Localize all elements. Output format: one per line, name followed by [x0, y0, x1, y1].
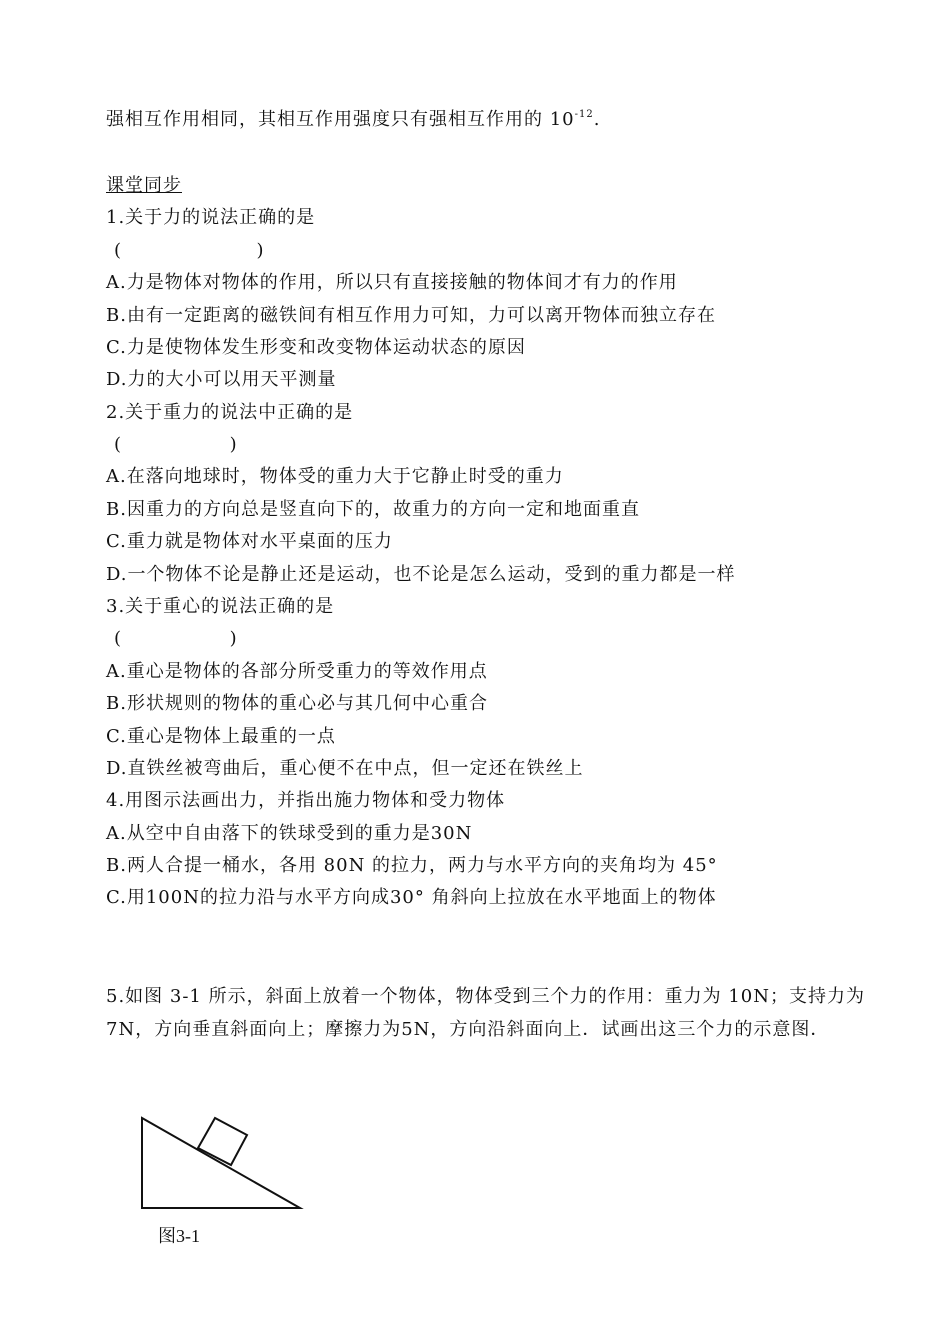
- figure-caption: 图3-1: [158, 1226, 200, 1246]
- question-3-stem: 3.关于重心的说法正确的是: [106, 596, 335, 617]
- question-2-option-d: D.一个物体不论是静止还是运动，也不论是怎么运动，受到的重力都是一样: [106, 564, 736, 585]
- question-1-option-c: C.力是使物体发生形变和改变物体运动状态的原因: [106, 337, 526, 358]
- question-2-option-a: A.在落向地球时，物体受的重力大于它静止时受的重力: [106, 466, 564, 487]
- question-5-text: 5.如图 3-1 所示，斜面上放着一个物体，物体受到三个力的作用：重力为 10N；支持力为7N，方向垂直斜面向上；摩擦力为5N，方向沿斜面向上．试画出这三个力的示意图．: [106, 986, 865, 1040]
- question-2-stem: 2.关于重力的说法中正确的是: [106, 402, 354, 423]
- question-4-stem: 4.用图示法画出力，并指出施力物体和受力物体: [106, 790, 506, 811]
- incline-figure: [130, 1108, 310, 1212]
- question-3-option-a: A.重心是物体的各部分所受重力的等效作用点: [106, 661, 488, 682]
- intro-main: 强相互作用相同，其相互作用强度只有强相互作用的 10: [106, 109, 575, 130]
- question-3-option-c: C.重心是物体上最重的一点: [106, 726, 336, 747]
- question-4-option-b: B.两人合提一桶水，各用 80N 的拉力，两力与水平方向的夹角均为 45°: [106, 855, 718, 876]
- question-3-option-b: B.形状规则的物体的重心必与其几何中心重合: [106, 693, 488, 714]
- question-2-option-b: B.因重力的方向总是竖直向下的，故重力的方向一定和地面重直: [106, 499, 640, 520]
- question-2-option-c: C.重力就是物体对水平桌面的压力: [106, 531, 393, 552]
- intro-exponent: -12: [574, 109, 594, 120]
- question-3-option-d: D.直铁丝被弯曲后，重心便不在中点，但一定还在铁丝上: [106, 758, 584, 779]
- question-4-option-a: A.从空中自由落下的铁球受到的重力是30N: [106, 823, 473, 844]
- section-title: 课堂同步: [106, 175, 182, 196]
- intro-text: [106, 108, 600, 132]
- block-on-incline: [198, 1118, 247, 1165]
- question-1-option-a: A.力是物体对物体的作用，所以只有直接接触的物体间才有力的作用: [106, 272, 678, 293]
- intro-end: .: [593, 109, 601, 130]
- question-1-stem: 1.关于力的说法正确的是: [106, 207, 316, 228]
- question-1-option-b: B.由有一定距离的磁铁间有相互作用力可知，力可以离开物体而独立存在: [106, 305, 716, 326]
- question-3-bracket: ( ): [114, 628, 238, 649]
- question-4-option-c: C.用100N的拉力沿与水平方向成30° 角斜向上拉放在水平地面上的物体: [106, 887, 717, 908]
- question-1-bracket: ( ): [114, 240, 265, 261]
- question-2-bracket: ( ): [114, 434, 238, 455]
- question-1-option-d: D.力的大小可以用天平测量: [106, 369, 337, 390]
